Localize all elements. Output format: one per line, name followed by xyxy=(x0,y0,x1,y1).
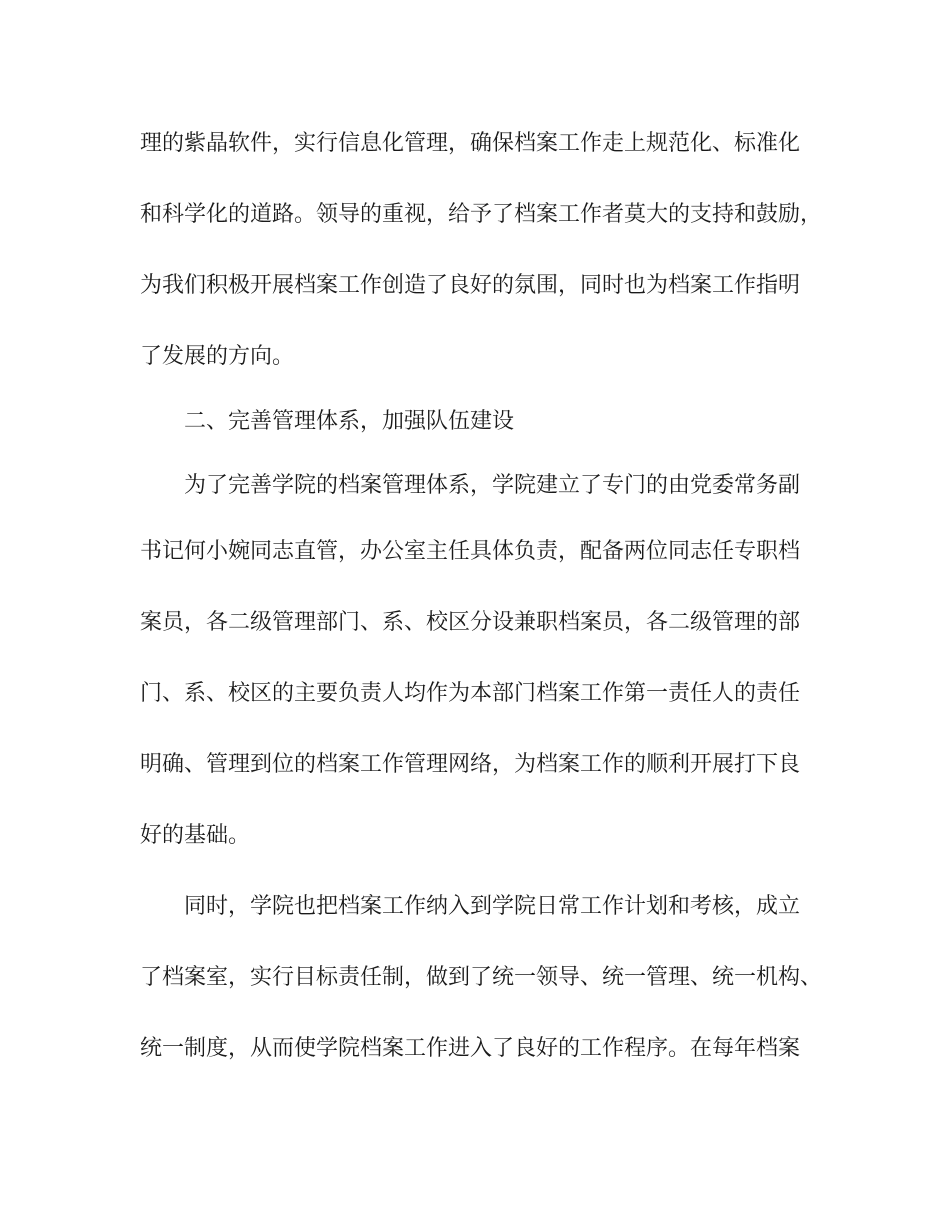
text-line: 明确、管理到位的档案工作管理网络，为档案工作的顺利开展打下良 xyxy=(140,752,801,777)
text-line: 了档案室，实行目标责任制，做到了统一领导、统一管理、统一机构、 xyxy=(140,965,823,990)
text-line: 为了完善学院的档案管理体系，学院建立了专门的由党委常务副 xyxy=(184,473,801,498)
text-line: 为我们积极开展档案工作创造了良好的氛围，同时也为档案工作指明 xyxy=(140,273,801,298)
text-line: 好的基础。 xyxy=(140,823,251,848)
text-line: 门、系、校区的主要负责人均作为本部门档案工作第一责任人的责任 xyxy=(140,681,801,706)
text-line: 案员，各二级管理部门、系、校区分设兼职档案员，各二级管理的部 xyxy=(140,610,801,635)
text-line: 同时，学院也把档案工作纳入到学院日常工作计划和考核，成立 xyxy=(184,894,801,919)
text-line: 理的紫晶软件，实行信息化管理，确保档案工作走上规范化、标准化 xyxy=(140,131,801,156)
text-line: 书记何小婉同志直管，办公室主任具体负责，配备两位同志任专职档 xyxy=(140,539,801,564)
text-line: 和科学化的道路。领导的重视，给予了档案工作者莫大的支持和鼓励， xyxy=(140,202,823,227)
text-line: 了发展的方向。 xyxy=(140,344,295,369)
text-line: 统一制度，从而使学院档案工作进入了良好的工作程序。在每年档案 xyxy=(140,1036,801,1061)
section-heading: 二、完善管理体系，加强队伍建设 xyxy=(184,409,515,434)
